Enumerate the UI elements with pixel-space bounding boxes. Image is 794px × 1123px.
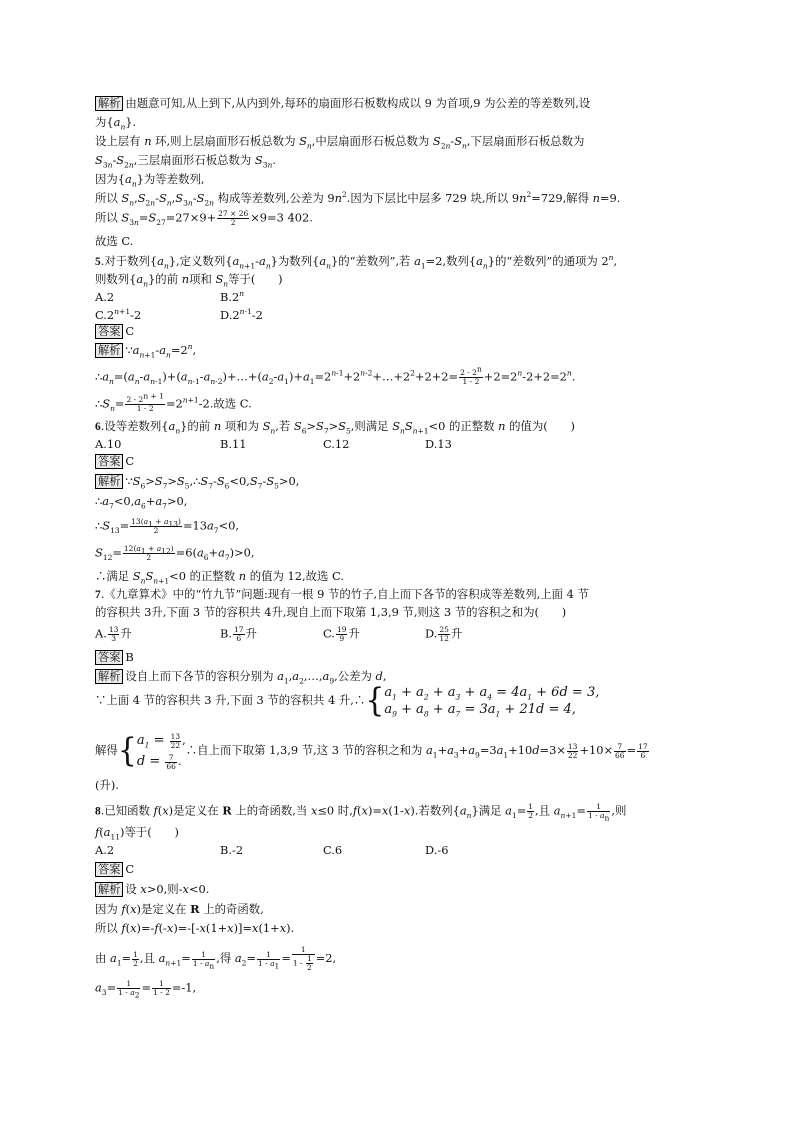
q5-solution-line-3: $\therefore S_n=$ $\frac{2 - 2^{n + 1}}{1 - 2}$ $=2^{n+1}-2$.故选 C. — [95, 391, 252, 413]
solution-brace: { — [117, 731, 137, 770]
q8-option-d: D.-6 — [425, 843, 449, 857]
q8-option-a: A.2 — [95, 843, 115, 857]
q7-option-b: B. $\frac{17}{6}$ 升 — [220, 625, 257, 643]
q5-answer: 答案 C — [95, 324, 134, 339]
q8-option-c: C.6 — [323, 843, 343, 857]
system-brace: { — [365, 681, 385, 720]
analysis-tag: 解析 — [95, 343, 123, 358]
q4-analysis-line-4: $S_{3n}-S_{2n}$,三层扇面形石板总数为 $S_{3n}$. — [95, 153, 276, 170]
q4-analysis-line-2: 为$\{a_n\}$. — [95, 115, 137, 132]
q8-stem-line-2: $f(a_{11})$等于( ) — [95, 825, 179, 842]
q7-option-d: D. $\frac{25}{12}$ 升 — [425, 625, 463, 643]
q6-option-c: C.12 — [323, 437, 350, 451]
analysis-tag: 解析 — [95, 474, 123, 489]
q7-stem-line-2: 的容积共 3升,下面 3 节的容积共 4升,现自上而下取第 1,3,9 节,则这 3 节的容积之和为( ) — [95, 605, 567, 619]
q7-solution-line-2: ∵上面 4 节的容积共 3 升,下面 3 节的容积共 4 升$,\therefore\{a_1 + a_2 + a_3 + a_4 = 4a_1 + 6d = 3$, $a_9 + a_8 + a_7 = 3a_1 + 21d = 4$, — [95, 681, 600, 720]
q6-option-a: A.10 — [95, 437, 122, 451]
solution-system: $a_1$ = $\frac{13}{22}$ , d = $\frac{7}{66}$ . — [136, 731, 186, 771]
q8-solution-line-3: 所以 f(x)=-f(-x)=-[-x(1+x)]=x(1+x). — [95, 921, 295, 935]
q6-stem: 6.设等差数列$\{a_n\}$的前 n 项和为 $S_n$,若 $S_6>S_7>S_5$,则满足 $S_nS_{n+1}<0$ 的正整数 n 的值为( ) — [95, 419, 575, 436]
q5-stem-line-2: 则数列$\{a_n\}$的前 n项和 $S_n$等于( ) — [95, 272, 283, 289]
q7-option-a: A. $\frac{13}{3}$ 升 — [95, 625, 132, 643]
q4-analysis-line-8: 故选 C. — [95, 234, 134, 248]
q6-solution-line-4: $S_{12}=$ $\frac{12(a_1 + a_{12})}{2}$ $=6(a_6+a_7)>0$, — [95, 544, 255, 562]
q8-option-b: B.-2 — [220, 843, 244, 857]
q5-option-c: $C.2^{n+1}-2$ — [95, 307, 142, 322]
q6-solution-line-1: 解析 $\because S_6>S_7>S_5,\therefore S_7-S_6<0,S_7-S_5>0$, — [95, 474, 299, 489]
q7-solution-line-3: 解得{$a_1$ = $\frac{13}{22}$ , d = $\frac{7}{66}$ .∴自上而下取第 1,3,9 节,这 3 节的容积之和为 $a_1+a_3+a_9=3a_1+10d=3\times$ $\frac{13}{22}$ +10× $\frac{7}{66}$ = $\frac{17}{6}$ — [95, 731, 648, 771]
q4-analysis-line-6: 所以 $S_n,S_{2n}-S_n,S_{3n}-S_{2n}$ 构成等差数列,公差为 $9n^2$.因为下层比中层多 729 块,所以 $9n^2=729$,解得 n=9. — [95, 190, 621, 208]
q4-analysis-line-5: 因为$\{a_n\}$为等差数列, — [95, 172, 205, 189]
q6-option-d: D.13 — [425, 437, 452, 451]
q6-solution-line-2: $\therefore a_7<0,a_6+a_7>0$, — [95, 494, 188, 511]
q8-solution-line-5: $a_3=$ $\frac{1}{1 - a_2}$ = $\frac{1}{1 - 2}$ =-1, — [95, 979, 197, 1000]
q4-analysis-line-1: 解析 由题意可知,从上到下,从内到外,每环的扇面形石板数构成以 9 为首项,9 为公差的等差数列,设 — [95, 96, 590, 111]
answer-tag: 答案 — [95, 862, 123, 877]
q5-stem-line-1: 5.对于数列$\{a_n\}$,定义数列$\{a_{n+1}-a_n\}$为数列$\{a_n\}$的“差数列”,若 $a_1=2$,数列$\{a_n\}$的“差数列”的通项为 2$^n$, — [95, 253, 618, 271]
answer-tag: 答案 — [95, 324, 123, 339]
q7-stem-line-1: 7.《九章算术》中的“竹九节”问题:现有一根 9 节的竹子,自上而下各节的容积成等差数列,上面 4 节 — [95, 587, 589, 601]
q4-analysis-line-7: 所以 $S_{3n}=S_{27}=27\times 9+$ $\frac{27 \times 26}{2}$ ×9=3 402. — [95, 209, 313, 227]
q6-option-b: B.11 — [220, 437, 247, 451]
q8-stem-line-1: 8.已知函数 f(x)是定义在 R 上的奇函数,当 x≤0 时,f(x)=x(1-x).若数列$\{a_n\}$满足 $a_1=$ $\frac{1}{2}$ ,且 $a_{n+1}=$ $\frac{1}{1 - a_n}$ ,则 — [95, 802, 627, 823]
q5-option-a: A.2 — [95, 290, 115, 304]
equation-system: $a_1 + a_2 + a_3 + a_4 = 4a_1 + 6d = 3$, $a_9 + a_8 + a_7 = 3a_1 + 21d = 4$, — [384, 685, 600, 719]
q8-solution-line-1: 解析 设 x>0,则-x<0. — [95, 882, 209, 897]
q6-solution-line-5: ∴满足 $S_nS_{n+1}<0$ 的正整数 n 的值为 12,故选 C. — [95, 569, 344, 586]
q8-answer: 答案 C — [95, 862, 134, 877]
analysis-tag: 解析 — [95, 882, 123, 897]
q5-solution-line-1: 解析 $\because a_{n+1}-a_n=2^n$, — [95, 343, 196, 358]
analysis-tag: 解析 — [95, 669, 123, 684]
q8-solution-line-2: 因为 f(x)是定义在 R 上的奇函数, — [95, 902, 264, 916]
answer-tag: 答案 — [95, 650, 123, 665]
q7-answer: 答案 B — [95, 650, 134, 665]
answer-tag: 答案 — [95, 454, 123, 469]
q6-answer: 答案 C — [95, 454, 134, 469]
q4-analysis-line-3: 设上层有 n 环,则上层扇面形石板总数为 $S_n$,中层扇面形石板总数为 $S_{2n}-S_n$,下层扇面形石板总数为 — [95, 134, 585, 151]
q5-option-d: D.2$^{n-1}$-2 — [220, 307, 263, 322]
q6-solution-line-3: $\therefore S_{13}=$ $\frac{13(a_1 + a_{13})}{2}$ $=13a_7<0$, — [95, 517, 239, 535]
q7-option-c: C. $\frac{19}{9}$ 升 — [323, 625, 360, 643]
q7-solution-line-4: (升). — [95, 778, 119, 792]
q7-solution-line-1: 解析 设自上而下各节的容积分别为 $a_1,a_2,\dots,a_9$,公差为 d, — [95, 669, 386, 684]
q5-option-b: B.2$^n$ — [220, 289, 245, 304]
q5-solution-line-2: $\therefore a_n=(a_n-a_{n-1})+(a_{n-1}-a_{n-2})+\dots+(a_2-a_1)+a_1=2^{n-1}+2^{n-2}+\dots+2^2+2+2=$ $\frac{2 - 2^n}{1 - 2}$ $+2=2^n-2+2=2^n$. — [95, 364, 576, 386]
analysis-tag: 解析 — [95, 96, 123, 111]
q8-solution-line-4: 由 $a_1=$ $\frac{1}{2}$ ,且 $a_{n+1}=$ $\frac{1}{1 - a_n}$ ,得 $a_2=$ $\frac{1}{1 - a_1}$ = 1 1 - $\frac{1}{2}$ =2, — [95, 945, 337, 972]
